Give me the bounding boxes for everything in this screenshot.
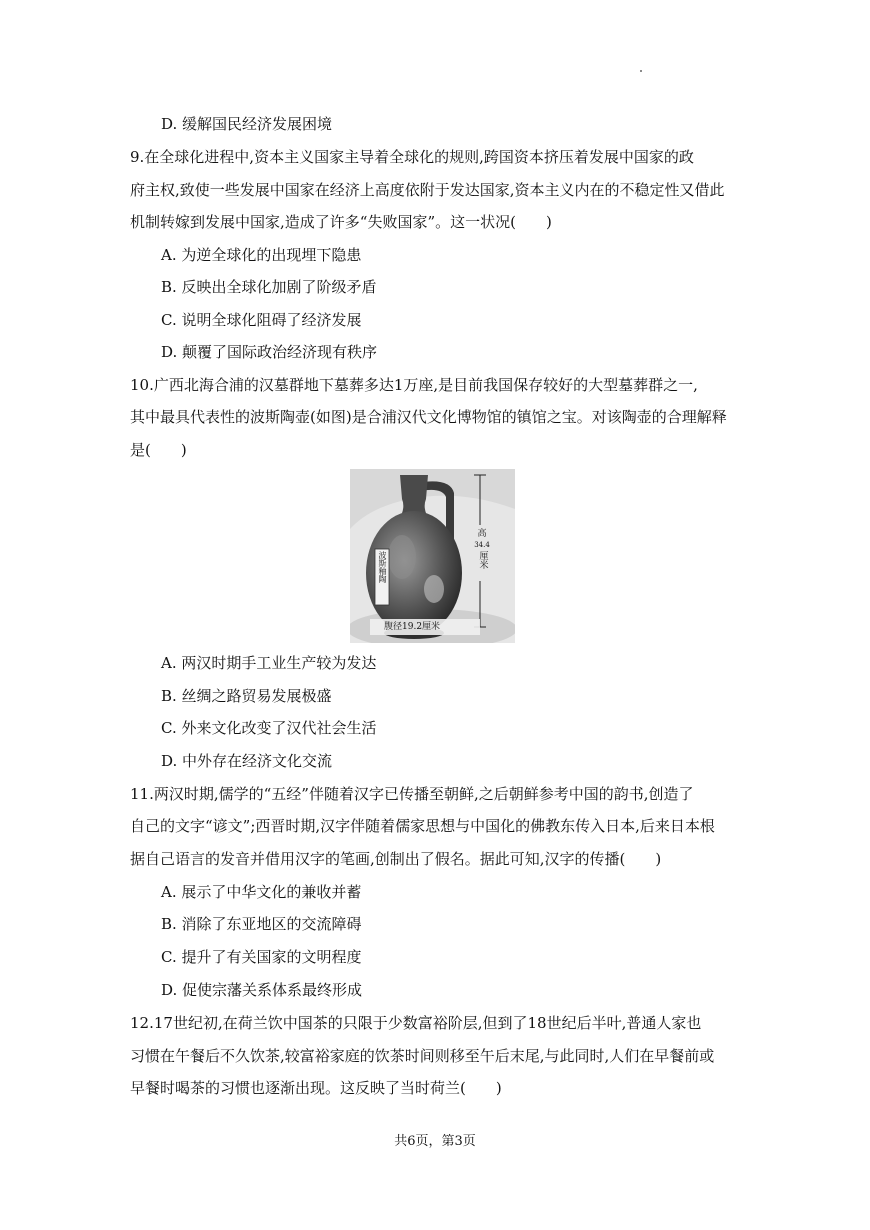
diameter-label: 腹径19.2厘米: [384, 622, 441, 632]
q11-stem-line: 11.两汉时期,儒学的“五经”伴随着汉字已传播至朝鲜,之后朝鲜参考中国的韵书,创造了: [130, 785, 694, 803]
q11-option-d: D. 促使宗藩关系体系最终形成: [161, 981, 363, 999]
q12-stem-line: 习惯在午餐后不久饮茶,较富裕家庭的饮茶时间则移至午后末尾,与此同时,人们在早餐前或: [130, 1047, 715, 1065]
q9-stem-line: 9.在全球化进程中,资本主义国家主导着全球化的规则,跨国资本挤压着发展中国家的政: [130, 148, 694, 166]
jar-photo: [350, 469, 515, 643]
q9-option-a: A. 为逆全球化的出现埋下隐患: [161, 246, 362, 264]
q9-option-b: B. 反映出全球化加剧了阶级矛盾: [161, 278, 377, 296]
q10-option-a: A. 两汉时期手工业生产较为发达: [161, 654, 377, 672]
q9-option-d: D. 颠覆了国际政治经济现有秩序: [161, 343, 378, 361]
q8-option-d: D. 缓解国民经济发展困境: [161, 115, 333, 133]
q10-stem-line: 是( ): [130, 441, 187, 459]
q10-option-b: B. 丝绸之路贸易发展极盛: [161, 687, 332, 705]
height-unit: 厘米: [477, 551, 488, 569]
q10-stem-line: 其中最具代表性的波斯陶壶(如图)是合浦汉代文化博物馆的镇馆之宝。对该陶壶的合理解释: [130, 408, 727, 426]
persian-pottery-jar-figure: [350, 469, 515, 643]
q11-option-b: B. 消除了东亚地区的交流障碍: [161, 915, 362, 933]
q11-option-a: A. 展示了中华文化的兼收并蓄: [161, 883, 362, 901]
q10-option-d: D. 中外存在经济文化交流: [161, 752, 333, 770]
q9-option-c: C. 说明全球化阻碍了经济发展: [161, 311, 362, 329]
pottery-type-label: 波斯釉陶: [378, 551, 387, 583]
q11-option-c: C. 提升了有关国家的文明程度: [161, 948, 362, 966]
q12-stem-line: 早餐时喝茶的习惯也逐渐出现。这反映了当时荷兰( ): [130, 1079, 502, 1097]
scan-speck: [640, 70, 642, 72]
height-label: [474, 529, 490, 569]
q12-stem-line: 12.17世纪初,在荷兰饮中国茶的只限于少数富裕阶层,但到了18世纪后半叶,普通人家也: [130, 1014, 702, 1032]
q10-stem-line: 10.广西北海合浦的汉墓群地下墓葬多达1万座,是目前我国保存较好的大型墓葬群之一,: [130, 376, 698, 394]
height-label-char: 高: [477, 529, 487, 539]
q11-stem-line: 自己的文字“谚文”;西晋时期,汉字伴随着儒家思想与中国化的佛教东传入日本,后来日本根: [130, 817, 715, 835]
q10-option-c: C. 外来文化改变了汉代社会生活: [161, 719, 377, 737]
page-footer: 共6页，第3页: [394, 1134, 476, 1149]
q9-stem-line: 机制转嫁到发展中国家,造成了许多“失败国家”。这一状况( ): [130, 213, 552, 231]
q9-stem-line: 府主权,致使一些发展中国家在经济上高度依附于发达国家,资本主义内在的不稳定性又借此: [130, 181, 725, 199]
q11-stem-line: 据自己语言的发音并借用汉字的笔画,创制出了假名。据此可知,汉字的传播( ): [130, 850, 662, 868]
height-value: 34.4: [474, 541, 490, 549]
